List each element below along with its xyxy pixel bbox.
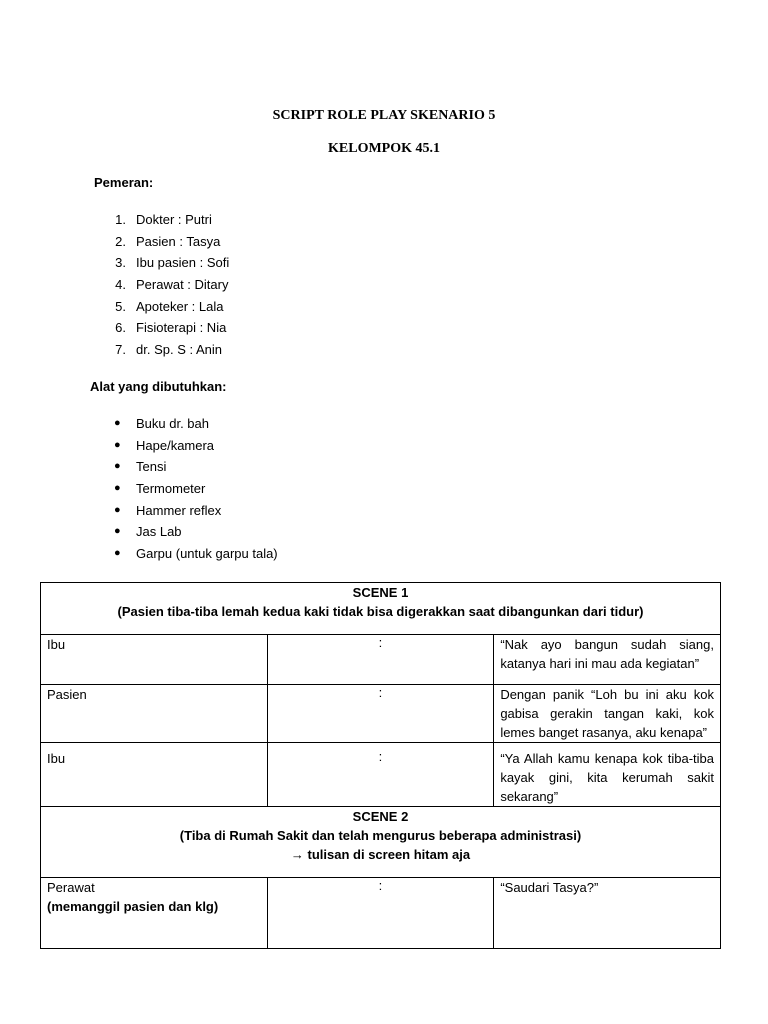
list-text: Perawat : Ditary	[136, 277, 229, 293]
list-number: 1.	[115, 212, 126, 227]
list-number: 7.	[115, 342, 126, 358]
list-text: Dokter : Putri	[136, 212, 212, 227]
colon-cell: :	[267, 743, 494, 807]
list-text: Hammer reflex	[136, 502, 222, 518]
scene-note: → tulisan di screen hitam aja	[290, 847, 471, 862]
bullet-icon: ●	[114, 438, 121, 451]
tools-heading: Alat yang dibutuhkan:	[90, 379, 227, 394]
cast-list	[112, 209, 229, 361]
scene-title: SCENE 2	[352, 809, 409, 824]
bullet-icon: ●	[114, 525, 121, 538]
list-text: Buku dr. bah	[136, 416, 209, 431]
list-text: Apoteker : Lala	[136, 298, 224, 314]
table-row	[41, 878, 721, 949]
scene-header	[41, 583, 721, 635]
table-row	[41, 743, 721, 807]
speaker-cell: Pasien	[41, 685, 268, 743]
list-item	[112, 543, 278, 565]
list-item	[112, 500, 278, 522]
colon-cell: :	[267, 878, 494, 949]
list-item	[112, 521, 278, 543]
list-text: dr. Sp. S : Anin	[136, 342, 222, 358]
list-item	[112, 231, 229, 253]
colon-cell: :	[267, 685, 494, 743]
list-text: Garpu (untuk garpu tala)	[136, 546, 278, 562]
dialogue-cell: “Nak ayo bangun sudah siang, katanya hari ini mau ada kegiatan”	[494, 635, 721, 685]
bullet-icon: ●	[114, 503, 121, 516]
document-title: SCRIPT ROLE PLAY SKENARIO 5	[272, 108, 496, 123]
speaker-name: Perawat	[47, 880, 95, 895]
scene-header	[41, 807, 721, 878]
list-item	[112, 209, 229, 231]
list-text: Fisioterapi : Nia	[136, 320, 227, 336]
list-text: Hape/kamera	[136, 437, 215, 453]
bullet-icon: ●	[114, 460, 121, 473]
script-table	[40, 582, 721, 949]
speaker-note: (memanggil pasien dan klg)	[47, 899, 219, 914]
list-item	[112, 413, 278, 435]
dialogue-cell: “Saudari Tasya?”	[494, 878, 721, 949]
list-number: 6.	[115, 320, 126, 336]
list-item	[112, 339, 229, 361]
cast-heading: Pemeran:	[94, 175, 154, 190]
list-item	[112, 456, 278, 478]
bullet-icon: ●	[114, 482, 121, 495]
list-number: 4.	[115, 277, 126, 293]
list-text: Tensi	[136, 459, 167, 475]
list-item	[112, 274, 229, 296]
scene-row	[41, 583, 721, 635]
list-number: 5.	[115, 298, 126, 314]
speaker-cell: Ibu	[41, 635, 268, 685]
colon-cell: :	[267, 635, 494, 685]
table-row	[41, 685, 721, 743]
list-item	[112, 317, 229, 339]
list-item	[112, 252, 229, 274]
tools-list	[112, 413, 278, 565]
list-text: Jas Lab	[136, 524, 182, 540]
scene-subtitle: (Tiba di Rumah Sakit dan telah mengurus beberapa administrasi)	[179, 828, 582, 843]
speaker-cell	[41, 878, 268, 949]
list-item	[112, 435, 278, 457]
speaker-cell: Ibu	[41, 743, 268, 807]
list-number: 3.	[115, 255, 126, 271]
list-item	[112, 478, 278, 500]
scene-title: SCENE 1	[352, 585, 409, 600]
bullet-icon: ●	[114, 417, 121, 429]
list-text: Ibu pasien : Sofi	[136, 255, 230, 271]
group-title: KELOMPOK 45.1	[328, 141, 440, 156]
scene-row	[41, 807, 721, 878]
list-item	[112, 296, 229, 318]
dialogue-cell: Dengan panik “Loh bu ini aku kok gabisa gerakin tangan kaki, kok lemes banget rasanya, aku kenapa”	[494, 685, 721, 743]
list-text: Termometer	[136, 481, 206, 497]
bullet-icon: ●	[114, 547, 121, 560]
table-row	[41, 635, 721, 685]
list-number: 2.	[115, 233, 126, 249]
scene-subtitle: (Pasien tiba-tiba lemah kedua kaki tidak bisa digerakkan saat dibangunkan dari tidur)	[117, 604, 644, 619]
list-text: Pasien : Tasya	[136, 233, 221, 249]
dialogue-cell: “Ya Allah kamu kenapa kok tiba-tiba kayak gini, kita kerumah sakit sekarang”	[494, 743, 721, 807]
